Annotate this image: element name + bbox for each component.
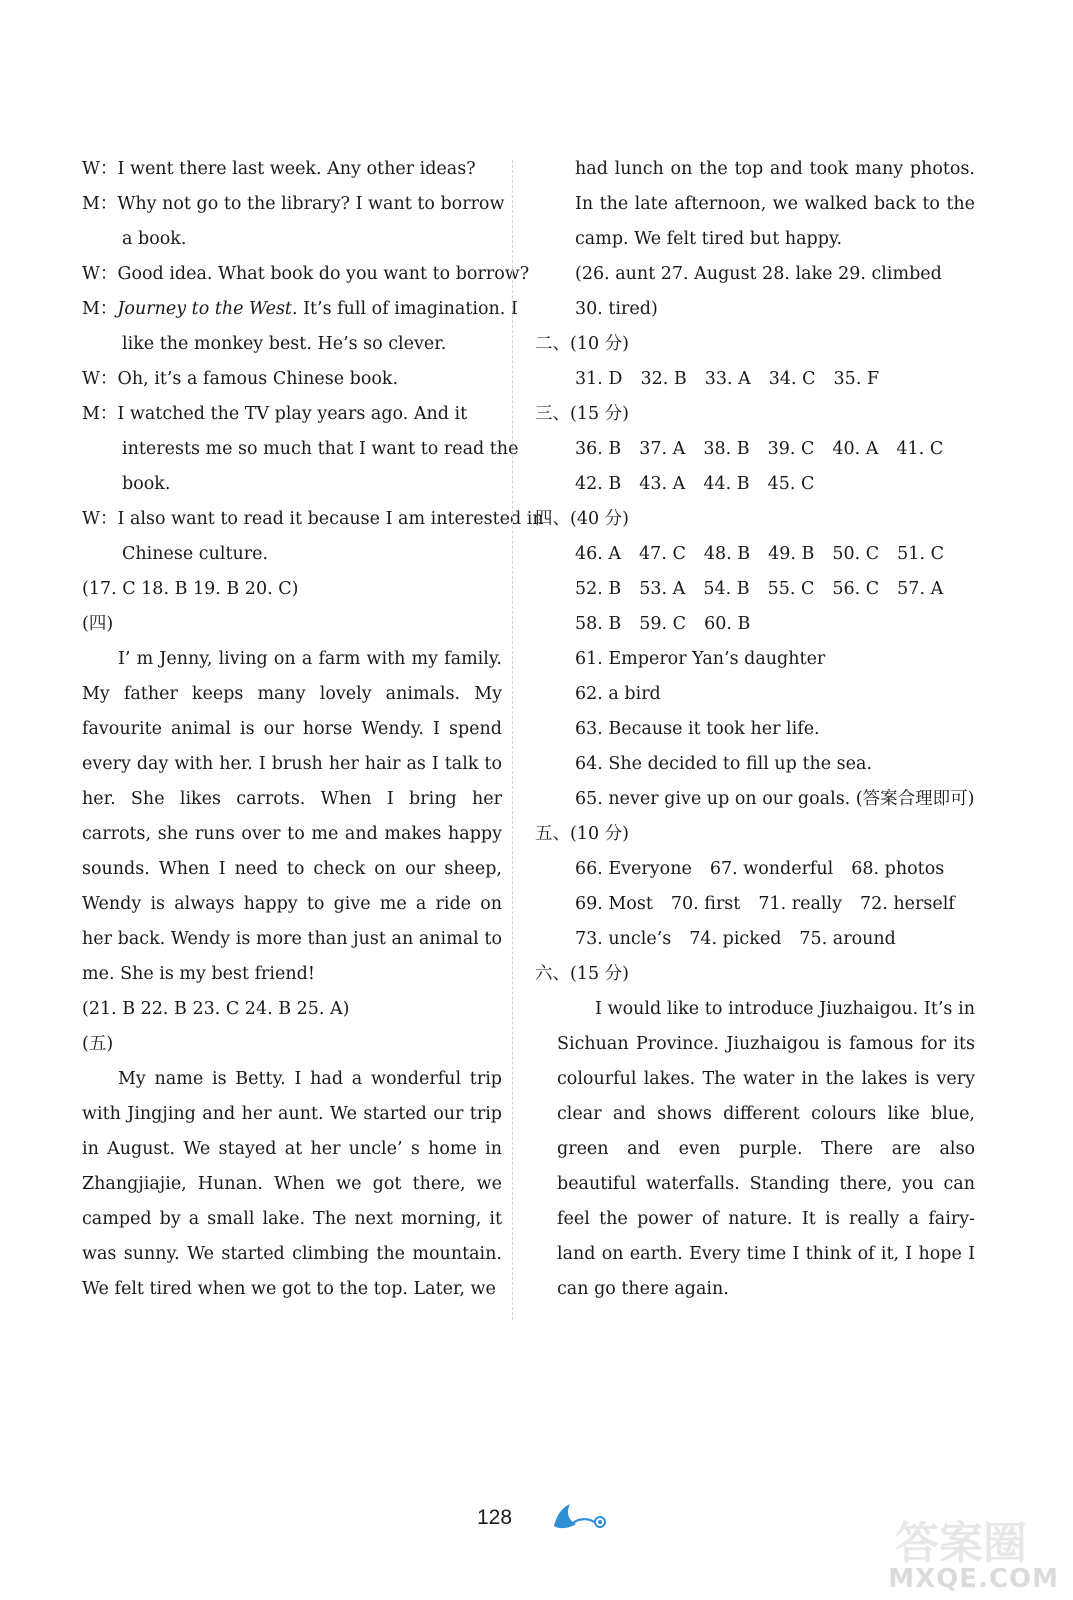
answers-21-25: (21. B 22. B 23. C 24. B 25. A) bbox=[82, 999, 350, 1019]
page-number: 128 bbox=[477, 1506, 513, 1529]
answer: 37. A bbox=[639, 439, 686, 459]
section-5-row2 bbox=[535, 887, 975, 922]
answer: 56. C bbox=[832, 579, 880, 599]
section-4-heading: 四、(40 分) bbox=[535, 509, 629, 529]
answer: 45. C bbox=[767, 474, 815, 494]
answer: 48. B bbox=[703, 544, 751, 564]
answer: 51. C bbox=[897, 544, 944, 564]
text-answer: 64. She decided to fill up the sea. bbox=[575, 754, 873, 774]
text-answer: 61. Emperor Yan’s daughter bbox=[575, 649, 826, 669]
answer: 31. D bbox=[575, 369, 623, 389]
answer: 57. A bbox=[897, 579, 944, 599]
text-answer: 62. a bird bbox=[575, 684, 661, 704]
dialog-line: W：I also want to read it because I am interested in bbox=[82, 509, 544, 529]
watermark-logo-icon bbox=[865, 1510, 1065, 1570]
answers-26-30-line1: (26. aunt 27. August 28. lake 29. climbed bbox=[575, 264, 942, 284]
dialog-line-cont: a book. bbox=[122, 229, 187, 249]
wave-logo-icon bbox=[550, 1500, 610, 1532]
watermark-text: MXQE.COM bbox=[888, 1564, 1059, 1594]
answer: 49. B bbox=[768, 544, 815, 564]
answer: 74. picked bbox=[689, 929, 782, 949]
answer: 67. wonderful bbox=[709, 859, 834, 879]
answer: 69. Most bbox=[575, 894, 653, 914]
answer: 53. A bbox=[639, 579, 686, 599]
right-column bbox=[535, 152, 975, 1307]
passage-5-continued: had lunch on the top and took many photos. In the late afternoon, we walked back to the camp. We felt tired but happy. bbox=[575, 159, 975, 249]
dialog-line: W：I went there last week. Any other ideas? bbox=[82, 159, 476, 179]
answer: 71. really bbox=[758, 894, 842, 914]
answer: 35. F bbox=[833, 369, 880, 389]
dialog-line: W：Oh, it’s a famous Chinese book. bbox=[82, 369, 399, 389]
answer: 39. C bbox=[767, 439, 815, 459]
book-title: Journey to the West bbox=[117, 299, 292, 319]
text-answer: 63. Because it took her life. bbox=[575, 719, 820, 739]
answer: 47. C bbox=[639, 544, 686, 564]
answer: 73. uncle’s bbox=[575, 929, 672, 949]
section-3-answers-row2 bbox=[535, 467, 975, 502]
answer: 34. C bbox=[768, 369, 816, 389]
answers-17-20: (17. C 18. B 19. B 20. C) bbox=[82, 579, 299, 599]
answer: 36. B bbox=[575, 439, 622, 459]
dialog-line: W：Good idea. What book do you want to borrow? bbox=[82, 264, 530, 284]
answer: 66. Everyone bbox=[575, 859, 692, 879]
answer: 41. C bbox=[896, 439, 944, 459]
answer: 55. C bbox=[767, 579, 815, 599]
answer: 38. B bbox=[703, 439, 750, 459]
passage-4: I’ m Jenny, living on a farm with my family. My father keeps many lovely animals. My favourite animal is our horse Wendy. I spend every day with her. I brush her hair as I talk to her. She likes carrots. When I bring her carrots, she runs over to me and makes happy sounds. When I need to check on our sheep, Wendy is always happy to give me a ride on her back. Wendy is more than just an animal to me. She is my best friend! bbox=[82, 649, 502, 984]
answer: 70. first bbox=[670, 894, 741, 914]
dialog bbox=[82, 152, 544, 572]
section-2-answers bbox=[535, 362, 975, 397]
answer: 60. B bbox=[704, 614, 751, 634]
answer: 59. C bbox=[639, 614, 687, 634]
section-5-row1 bbox=[535, 852, 975, 887]
dialog-line-cont: interests me so much that I want to read the bbox=[122, 439, 519, 459]
text-answer: 65. never give up on our goals. (答案合理即可) bbox=[575, 789, 975, 809]
section-3-answers-row1 bbox=[535, 432, 975, 467]
section-5-heading: 五、(10 分) bbox=[535, 824, 629, 844]
section-2-heading: 二、(10 分) bbox=[535, 334, 629, 354]
answer: 32. B bbox=[640, 369, 687, 389]
answer: 54. B bbox=[703, 579, 750, 599]
answer: 75. around bbox=[799, 929, 896, 949]
answer: 68. photos bbox=[851, 859, 945, 879]
answer: 42. B bbox=[575, 474, 622, 494]
section-5-row3 bbox=[535, 922, 975, 957]
section-4-answers-row3 bbox=[535, 607, 975, 642]
dialog-line: M：Why not go to the library? I want to borrow bbox=[82, 194, 505, 214]
answer: 46. A bbox=[575, 544, 622, 564]
dialog-line: M：Journey to the West. It’s full of imagination. I bbox=[82, 299, 518, 319]
section-3-heading: 三、(15 分) bbox=[535, 404, 629, 424]
answer: 50. C bbox=[832, 544, 880, 564]
column-divider bbox=[512, 160, 513, 1320]
section-4-label: (四) bbox=[82, 614, 114, 634]
answer: 40. A bbox=[832, 439, 879, 459]
section-5-label: (五) bbox=[82, 1034, 114, 1054]
dialog-line-cont: book. bbox=[122, 474, 171, 494]
watermark bbox=[865, 1510, 1065, 1598]
answer: 43. A bbox=[639, 474, 686, 494]
left-column bbox=[82, 152, 544, 1307]
passage-5: My name is Betty. I had a wonderful trip with Jingjing and her aunt. We started our trip in August. We stayed at her uncle’ s home in Zhangjiajie, Hunan. When we got there, we camped by a small lake. The next morning, it was sunny. We started climbing the mountain. We felt tired when we got to the top. Later, we bbox=[82, 1069, 502, 1299]
answer: 52. B bbox=[575, 579, 622, 599]
section-4-answers-row2 bbox=[535, 572, 975, 607]
answer: 33. A bbox=[704, 369, 751, 389]
dialog-line-cont: like the monkey best. He’s so clever. bbox=[122, 334, 447, 354]
watermark-logo-text: 答案圈 bbox=[895, 1518, 1027, 1569]
answer: 72. herself bbox=[859, 894, 955, 914]
section-4-answers-row1 bbox=[535, 537, 975, 572]
dialog-line: M：I watched the TV play years ago. And it bbox=[82, 404, 468, 424]
essay: I would like to introduce Jiuzhaigou. It’s in Sichuan Province. Jiuzhaigou is famous for its colourful lakes. The water in the lakes is very clear and shows different colours like blue, green and even purple. There are also beautiful waterfalls. Standing there, you can feel the power of nature. It is really a fairy-land on earth. Every time I think of it, I hope I can go there again. bbox=[557, 999, 975, 1299]
dialog-line-cont: Chinese culture. bbox=[122, 544, 269, 564]
section-6-heading: 六、(15 分) bbox=[535, 964, 629, 984]
answer: 58. B bbox=[575, 614, 622, 634]
answers-26-30-line2: 30. tired) bbox=[575, 299, 658, 319]
answer: 44. B bbox=[703, 474, 750, 494]
